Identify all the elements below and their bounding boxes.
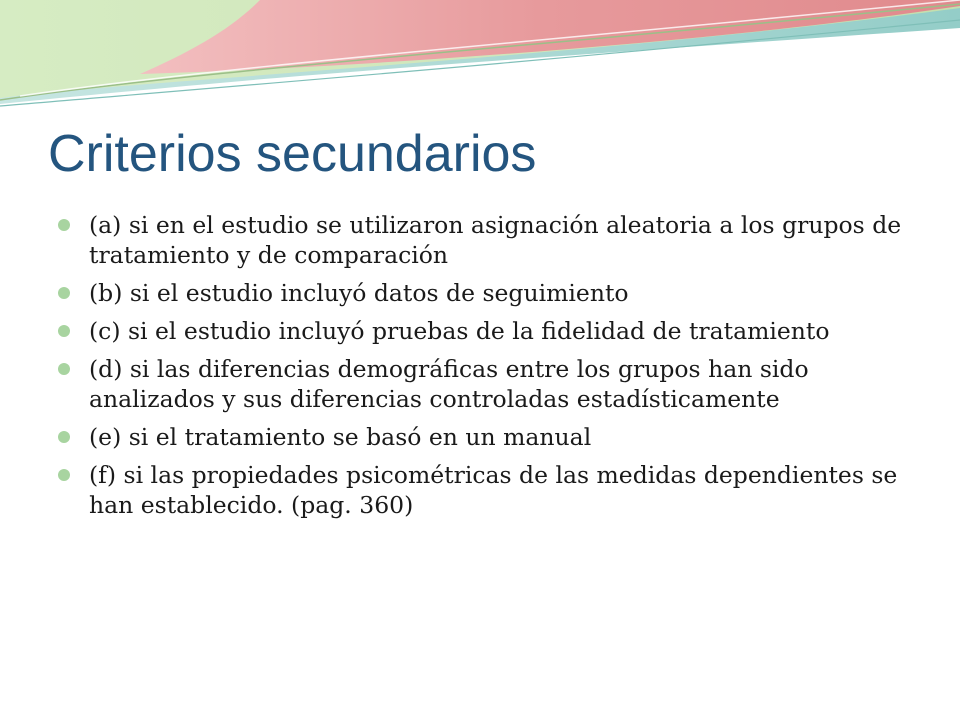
bullet-item <box>56 422 916 452</box>
bullet-text: (e) si el tratamiento se basó en un manual <box>89 423 592 451</box>
bullet-dot-icon <box>58 287 70 299</box>
bullet-text: (c) si el estudio incluyó pruebas de la fidelidad de tratamiento <box>89 317 830 345</box>
bullet-text: (d) si las diferencias demográficas entre los grupos han sido analizados y sus diferencias controladas estadísticamente <box>89 355 809 413</box>
bullet-item <box>56 316 916 346</box>
bullet-item <box>56 278 916 308</box>
bullet-dot-icon <box>58 469 70 481</box>
bullet-text: (b) si el estudio incluyó datos de seguimiento <box>89 279 629 307</box>
bullet-text: (f) si las propiedades psicométricas de las medidas dependientes se han establecido. (pag. 360) <box>89 461 898 519</box>
bullet-text: (a) si en el estudio se utilizaron asignación aleatoria a los grupos de tratamiento y de comparación <box>89 211 902 269</box>
bullet-list <box>56 210 916 528</box>
bullet-dot-icon <box>58 219 70 231</box>
slide-title: Criterios secundarios <box>48 125 537 183</box>
bullet-dot-icon <box>58 325 70 337</box>
bullet-item <box>56 460 916 520</box>
decorative-header-banner <box>0 0 960 120</box>
bullet-dot-icon <box>58 363 70 375</box>
bullet-dot-icon <box>58 431 70 443</box>
bullet-item <box>56 354 916 414</box>
bullet-item <box>56 210 916 270</box>
